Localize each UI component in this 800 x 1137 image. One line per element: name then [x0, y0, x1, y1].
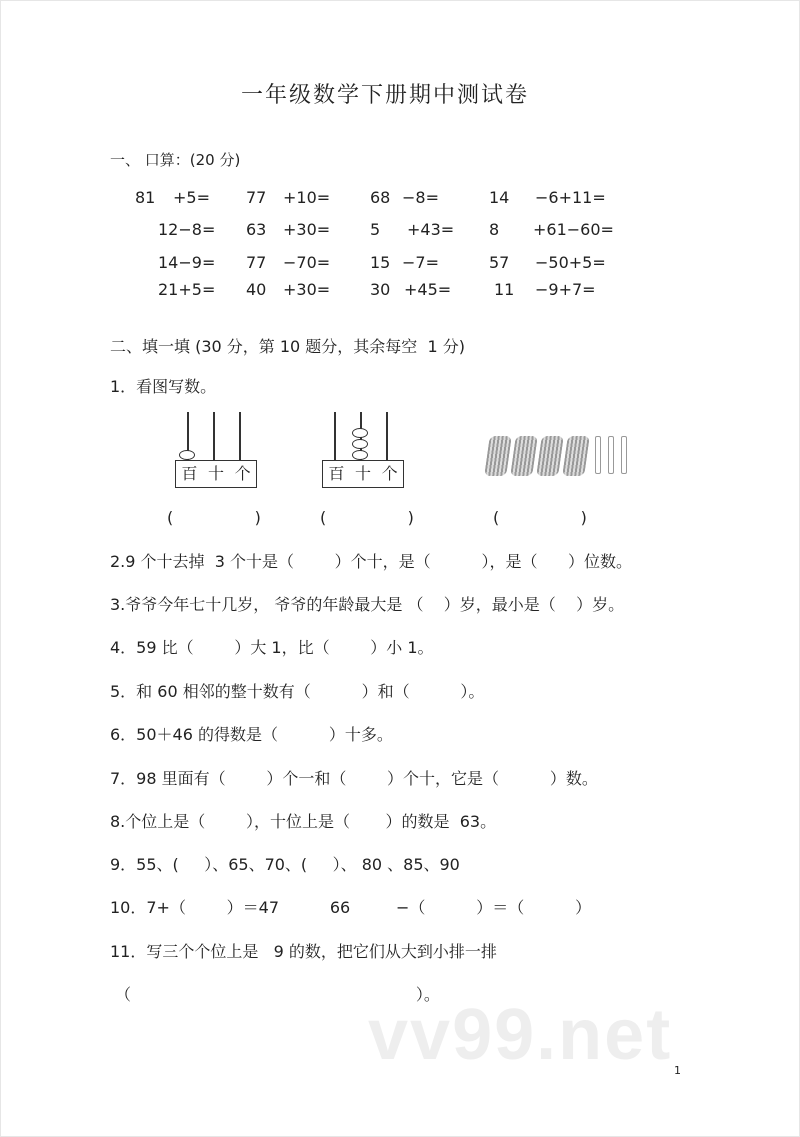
counting-sticks-image [485, 436, 635, 480]
calc-expression: +43= [407, 220, 455, 239]
calc-number: 8 [489, 220, 500, 239]
answer-blank-2[interactable]: ( ) [320, 508, 414, 527]
calc-expression: +61−60= [533, 220, 614, 239]
question-4: 4．59 比（ ）大 1，比（ ）小 1。 [110, 638, 434, 657]
abacus-label-tens: 十 [354, 464, 371, 483]
question-2: 2.9 个十去掉 3 个十是（ ）个十，是（ ），是（ ）位数。 [110, 552, 633, 571]
section1-heading: 一、 口算：(20 分) [110, 151, 241, 169]
calc-expression: −50+5= [535, 253, 606, 272]
calc-expression: +30= [283, 220, 331, 239]
calc-number: 81 [135, 188, 156, 207]
question-3: 3.爷爷今年七十几岁， 爷爷的年龄最大是 （ ）岁，最小是（ ）岁。 [110, 595, 625, 614]
question-10: 10．7+（ ）＝47 66 −（ ）＝（ ） [110, 898, 592, 917]
calc-number: 15 [370, 253, 391, 272]
calc-number: 14 [489, 188, 510, 207]
calc-number: 77 [246, 253, 267, 272]
calc-number: 68 [370, 188, 391, 207]
calc-expression: +10= [283, 188, 331, 207]
abacus-2 [322, 412, 406, 490]
calc-number: 57 [489, 253, 510, 272]
section2-heading: 二、填一填 (30 分，第 10 题分，其余每空 1 分) [110, 337, 465, 356]
calc-expression: −9+7= [535, 280, 596, 299]
calc-expression: +5= [173, 188, 210, 207]
calc-expression: +30= [283, 280, 331, 299]
question-8: 8.个位上是（ ），十位上是（ ）的数是 63。 [110, 812, 497, 831]
calc-expression: −70= [283, 253, 331, 272]
calc-number: 77 [246, 188, 267, 207]
calc-expression: −6+11= [535, 188, 606, 207]
calc-expression: −7= [402, 253, 439, 272]
abacus-label-ones: 个 [381, 464, 398, 483]
question-11: 11．写三个个位上是 9 的数，把它们从大到小排一排 [110, 942, 497, 961]
question-9: 9．55、( ）、65、70、( ）、 80 、85、90 [110, 855, 460, 874]
abacus-label-hundreds: 百 [181, 464, 198, 483]
abacus-1 [175, 412, 259, 490]
abacus-label-tens: 十 [207, 464, 224, 483]
calc-expression: −8= [402, 188, 439, 207]
calc-number: 11 [494, 280, 515, 299]
calc-number: 40 [246, 280, 267, 299]
calc-expression: +45= [404, 280, 452, 299]
calc-expression: 12−8= [158, 220, 216, 239]
answer-blank-3[interactable]: ( ) [493, 508, 587, 527]
calc-number: 30 [370, 280, 391, 299]
calc-expression: 14−9= [158, 253, 216, 272]
question-7: 7．98 里面有（ ）个一和（ ）个十，它是（ ）数。 [110, 769, 598, 788]
watermark: vv99.net [368, 995, 673, 1075]
page-number: 1 [674, 1064, 681, 1077]
question-1: 1．看图写数。 [110, 377, 217, 396]
question-5: 5．和 60 相邻的整十数有（ ）和（ ）。 [110, 682, 485, 701]
calc-number: 5 [370, 220, 381, 239]
abacus-label-ones: 个 [234, 464, 251, 483]
calc-expression: 21+5= [158, 280, 216, 299]
question-11-answer[interactable]: （ ）。 [115, 985, 440, 1004]
abacus-label-hundreds: 百 [328, 464, 345, 483]
question-6: 6．50＋46 的得数是（ ）十多。 [110, 725, 393, 744]
calc-number: 63 [246, 220, 267, 239]
answer-blank-1[interactable]: ( ) [167, 508, 261, 527]
document-title: 一年级数学下册期中测试卷 [240, 83, 529, 108]
